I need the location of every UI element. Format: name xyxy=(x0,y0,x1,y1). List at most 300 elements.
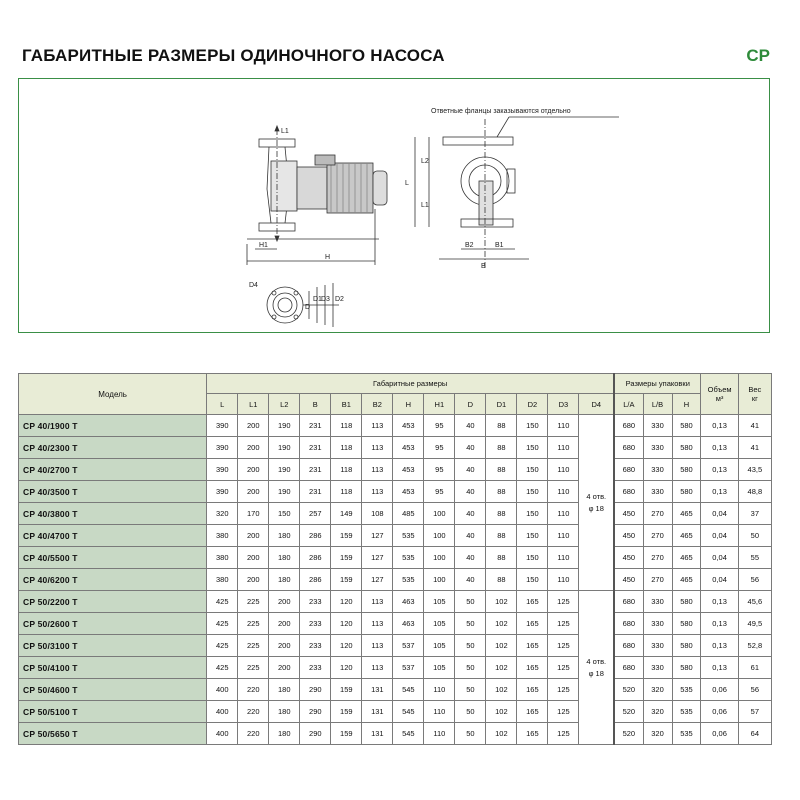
table-cell: 425 xyxy=(207,657,238,679)
column-header: L/A xyxy=(614,394,643,415)
pump-drawing-svg xyxy=(19,79,771,334)
drawing-note: Ответные фланцы заказываются отдельно xyxy=(431,108,571,115)
table-cell: 380 xyxy=(207,547,238,569)
table-cell: 545 xyxy=(393,679,424,701)
model-name-cell: CP 40/4700 T xyxy=(19,525,207,547)
table-cell: 50 xyxy=(455,701,486,723)
table-cell: 40 xyxy=(455,415,486,437)
table-cell: 286 xyxy=(300,547,331,569)
column-header: L/B xyxy=(643,394,672,415)
table-cell: 535 xyxy=(393,525,424,547)
volume-cell: 0,13 xyxy=(701,591,738,613)
table-cell: 125 xyxy=(548,679,579,701)
table-cell: 425 xyxy=(207,635,238,657)
model-name-cell: CP 40/3500 T xyxy=(19,481,207,503)
table-cell: 220 xyxy=(238,701,269,723)
table-cell: 200 xyxy=(238,437,269,459)
table-cell: 465 xyxy=(672,569,701,591)
table-cell: 102 xyxy=(486,723,517,745)
table-cell: 390 xyxy=(207,459,238,481)
table-cell: 680 xyxy=(614,657,643,679)
table-cell: 390 xyxy=(207,437,238,459)
model-name-cell: CP 50/5650 T xyxy=(19,723,207,745)
weight-cell: 55 xyxy=(738,547,771,569)
table-cell: 110 xyxy=(548,437,579,459)
table-row xyxy=(19,415,772,437)
table-cell: 225 xyxy=(238,591,269,613)
table-cell: 88 xyxy=(486,525,517,547)
table-row xyxy=(19,613,772,635)
table-cell: 88 xyxy=(486,481,517,503)
table-cell: 320 xyxy=(643,679,672,701)
table-cell: 520 xyxy=(614,679,643,701)
table-cell: 88 xyxy=(486,569,517,591)
table-cell: 150 xyxy=(517,437,548,459)
table-row xyxy=(19,481,772,503)
weight-cell: 37 xyxy=(738,503,771,525)
table-cell: 286 xyxy=(300,569,331,591)
table-cell: 150 xyxy=(517,525,548,547)
table-cell: 120 xyxy=(331,591,362,613)
table-cell: 88 xyxy=(486,459,517,481)
table-row xyxy=(19,437,772,459)
column-header: B1 xyxy=(331,394,362,415)
table-cell: 110 xyxy=(548,569,579,591)
volume-cell: 0,13 xyxy=(701,437,738,459)
table-cell: 200 xyxy=(238,525,269,547)
table-cell: 450 xyxy=(614,525,643,547)
model-name-cell: CP 50/3100 T xyxy=(19,635,207,657)
volume-cell: 0,13 xyxy=(701,459,738,481)
brand-code: CP xyxy=(746,46,770,65)
table-cell: 102 xyxy=(486,657,517,679)
table-cell: 159 xyxy=(331,701,362,723)
table-cell: 231 xyxy=(300,459,331,481)
table-cell: 545 xyxy=(393,723,424,745)
table-cell: 100 xyxy=(424,525,455,547)
table-cell: 113 xyxy=(362,613,393,635)
label-l1: L1 xyxy=(421,202,429,209)
model-name-cell: CP 40/2300 T xyxy=(19,437,207,459)
label-d: D xyxy=(305,304,311,311)
weight-cell: 41 xyxy=(738,437,771,459)
table-cell: 535 xyxy=(393,569,424,591)
volume-cell: 0,04 xyxy=(701,525,738,547)
table-row xyxy=(19,569,772,591)
table-cell: 110 xyxy=(548,503,579,525)
weight-cell: 61 xyxy=(738,657,771,679)
table-cell: 40 xyxy=(455,503,486,525)
column-header: H xyxy=(672,394,701,415)
table-cell: 200 xyxy=(238,569,269,591)
model-name-cell: CP 50/4600 T xyxy=(19,679,207,701)
model-name-cell: CP 40/3800 T xyxy=(19,503,207,525)
table-cell: 125 xyxy=(548,635,579,657)
table-cell: 100 xyxy=(424,503,455,525)
table-cell: 95 xyxy=(424,415,455,437)
table-cell: 400 xyxy=(207,723,238,745)
table-row xyxy=(19,591,772,613)
table-cell: 180 xyxy=(269,723,300,745)
model-name-cell: CP 40/2700 T xyxy=(19,459,207,481)
table-cell: 113 xyxy=(362,415,393,437)
table-cell: 190 xyxy=(269,415,300,437)
column-header: D1 xyxy=(486,394,517,415)
table-cell: 290 xyxy=(300,701,331,723)
table-cell: 165 xyxy=(517,635,548,657)
column-header: H1 xyxy=(424,394,455,415)
table-cell: 485 xyxy=(393,503,424,525)
table-cell: 165 xyxy=(517,679,548,701)
table-cell: 105 xyxy=(424,591,455,613)
table-cell: 465 xyxy=(672,525,701,547)
table-cell: 545 xyxy=(393,701,424,723)
table-cell: 465 xyxy=(672,547,701,569)
table-cell: 453 xyxy=(393,481,424,503)
column-header: D xyxy=(455,394,486,415)
column-header: L xyxy=(207,394,238,415)
label-b1: B1 xyxy=(495,242,504,249)
table-cell: 95 xyxy=(424,459,455,481)
table-cell: 40 xyxy=(455,569,486,591)
table-cell: 330 xyxy=(643,635,672,657)
table-row xyxy=(19,635,772,657)
table-cell: 450 xyxy=(614,547,643,569)
table-cell: 680 xyxy=(614,613,643,635)
label-l2: L2 xyxy=(421,158,429,165)
table-cell: 270 xyxy=(643,503,672,525)
table-cell: 225 xyxy=(238,635,269,657)
table-cell: 286 xyxy=(300,525,331,547)
table-cell: 463 xyxy=(393,591,424,613)
table-cell: 40 xyxy=(455,437,486,459)
volume-cell: 0,13 xyxy=(701,481,738,503)
table-cell: 680 xyxy=(614,635,643,657)
table-row xyxy=(19,679,772,701)
table-cell: 680 xyxy=(614,437,643,459)
table-cell: 102 xyxy=(486,679,517,701)
table-cell: 320 xyxy=(643,701,672,723)
weight-cell: 50 xyxy=(738,525,771,547)
table-row xyxy=(19,525,772,547)
column-group-packaging: Размеры упаковки xyxy=(614,374,701,394)
table-cell: 110 xyxy=(424,723,455,745)
table-row xyxy=(19,701,772,723)
table-cell: 165 xyxy=(517,591,548,613)
table-cell: 150 xyxy=(269,503,300,525)
table-cell: 180 xyxy=(269,569,300,591)
model-name-cell: CP 40/6200 T xyxy=(19,569,207,591)
table-cell: 165 xyxy=(517,613,548,635)
motor-body xyxy=(327,163,373,213)
table-cell: 290 xyxy=(300,723,331,745)
table-cell: 233 xyxy=(300,635,331,657)
table-body xyxy=(19,415,772,745)
table-cell: 150 xyxy=(517,415,548,437)
table-cell: 520 xyxy=(614,701,643,723)
table-cell: 465 xyxy=(672,503,701,525)
table-cell: 270 xyxy=(643,569,672,591)
volume-cell: 0,13 xyxy=(701,657,738,679)
table-cell: 100 xyxy=(424,547,455,569)
volume-cell: 0,04 xyxy=(701,547,738,569)
table-cell: 50 xyxy=(455,723,486,745)
weight-cell: 52,8 xyxy=(738,635,771,657)
weight-cell: 43,5 xyxy=(738,459,771,481)
table-cell: 108 xyxy=(362,503,393,525)
table-cell: 330 xyxy=(643,437,672,459)
table-cell: 113 xyxy=(362,459,393,481)
table-cell: 110 xyxy=(548,481,579,503)
weight-cell: 56 xyxy=(738,679,771,701)
table-cell: 118 xyxy=(331,459,362,481)
table-cell: 231 xyxy=(300,437,331,459)
table-cell: 165 xyxy=(517,723,548,745)
table-cell: 320 xyxy=(643,723,672,745)
table-row xyxy=(19,459,772,481)
table-cell: 40 xyxy=(455,547,486,569)
d4-merged-cell: 4 отв. φ 18 xyxy=(579,415,614,591)
table-cell: 200 xyxy=(238,547,269,569)
volume-cell: 0,04 xyxy=(701,569,738,591)
column-header: L2 xyxy=(269,394,300,415)
table-cell: 580 xyxy=(672,459,701,481)
table-cell: 390 xyxy=(207,415,238,437)
table-cell: 231 xyxy=(300,481,331,503)
table-cell: 320 xyxy=(207,503,238,525)
table-cell: 190 xyxy=(269,481,300,503)
table-cell: 400 xyxy=(207,679,238,701)
table-cell: 425 xyxy=(207,613,238,635)
table-cell: 150 xyxy=(517,547,548,569)
weight-cell: 64 xyxy=(738,723,771,745)
table-cell: 380 xyxy=(207,569,238,591)
table-cell: 380 xyxy=(207,525,238,547)
table-cell: 580 xyxy=(672,657,701,679)
table-cell: 120 xyxy=(331,657,362,679)
table-cell: 40 xyxy=(455,459,486,481)
table-cell: 149 xyxy=(331,503,362,525)
table-cell: 165 xyxy=(517,701,548,723)
table-cell: 225 xyxy=(238,657,269,679)
table-cell: 159 xyxy=(331,525,362,547)
table-cell: 233 xyxy=(300,613,331,635)
label-d1: D1 xyxy=(313,296,322,303)
table-cell: 233 xyxy=(300,657,331,679)
table-cell: 125 xyxy=(548,657,579,679)
table-cell: 535 xyxy=(672,723,701,745)
column-group-dimensions: Габаритные размеры xyxy=(207,374,614,394)
table-cell: 50 xyxy=(455,657,486,679)
table-cell: 118 xyxy=(331,437,362,459)
label-h1: H1 xyxy=(259,242,268,249)
table-cell: 150 xyxy=(517,481,548,503)
table-row xyxy=(19,503,772,525)
table-cell: 110 xyxy=(548,525,579,547)
table-cell: 453 xyxy=(393,437,424,459)
table-cell: 330 xyxy=(643,459,672,481)
d4-merged-cell: 4 отв. φ 18 xyxy=(579,591,614,745)
table-cell: 118 xyxy=(331,481,362,503)
table-cell: 40 xyxy=(455,525,486,547)
table-cell: 220 xyxy=(238,723,269,745)
table-cell: 450 xyxy=(614,503,643,525)
table-cell: 537 xyxy=(393,635,424,657)
table-cell: 113 xyxy=(362,635,393,657)
table-cell: 390 xyxy=(207,481,238,503)
table-cell: 190 xyxy=(269,437,300,459)
table-cell: 159 xyxy=(331,569,362,591)
dimensions-table xyxy=(18,373,772,745)
table-cell: 159 xyxy=(331,723,362,745)
table-cell: 102 xyxy=(486,591,517,613)
table-cell: 170 xyxy=(238,503,269,525)
table-cell: 400 xyxy=(207,701,238,723)
table-cell: 231 xyxy=(300,415,331,437)
table-cell: 535 xyxy=(393,547,424,569)
table-cell: 150 xyxy=(517,569,548,591)
table-cell: 425 xyxy=(207,591,238,613)
table-cell: 200 xyxy=(269,591,300,613)
column-header: B2 xyxy=(362,394,393,415)
table-cell: 113 xyxy=(362,657,393,679)
page-title: ГАБАРИТНЫЕ РАЗМЕРЫ ОДИНОЧНОГО НАСОСА xyxy=(22,46,445,65)
table-cell: 257 xyxy=(300,503,331,525)
table-cell: 118 xyxy=(331,415,362,437)
column-header: B xyxy=(300,394,331,415)
table-cell: 40 xyxy=(455,481,486,503)
volume-cell: 0,06 xyxy=(701,701,738,723)
table-cell: 225 xyxy=(238,613,269,635)
table-row xyxy=(19,547,772,569)
table-cell: 88 xyxy=(486,547,517,569)
table-cell: 180 xyxy=(269,525,300,547)
table-cell: 110 xyxy=(424,679,455,701)
table-cell: 165 xyxy=(517,657,548,679)
model-name-cell: CP 40/1900 T xyxy=(19,415,207,437)
table-cell: 233 xyxy=(300,591,331,613)
table-cell: 159 xyxy=(331,547,362,569)
volume-cell: 0,13 xyxy=(701,635,738,657)
label-l: L xyxy=(405,180,409,187)
table-cell: 105 xyxy=(424,657,455,679)
model-name-cell: CP 50/4100 T xyxy=(19,657,207,679)
table-cell: 330 xyxy=(643,415,672,437)
volume-cell: 0,06 xyxy=(701,679,738,701)
column-header: D3 xyxy=(548,394,579,415)
table-cell: 110 xyxy=(548,415,579,437)
table-cell: 200 xyxy=(238,415,269,437)
table-cell: 680 xyxy=(614,591,643,613)
model-name-cell: CP 50/5100 T xyxy=(19,701,207,723)
table-cell: 200 xyxy=(238,481,269,503)
table-cell: 88 xyxy=(486,415,517,437)
model-name-cell: CP 50/2600 T xyxy=(19,613,207,635)
table-cell: 330 xyxy=(643,657,672,679)
table-cell: 220 xyxy=(238,679,269,701)
weight-cell: 41 xyxy=(738,415,771,437)
column-header-model: Модель xyxy=(19,374,207,415)
table-cell: 159 xyxy=(331,679,362,701)
table-cell: 200 xyxy=(269,657,300,679)
table-cell: 125 xyxy=(548,723,579,745)
table-cell: 150 xyxy=(517,503,548,525)
table-cell: 100 xyxy=(424,569,455,591)
table-cell: 127 xyxy=(362,525,393,547)
table-cell: 680 xyxy=(614,415,643,437)
table-cell: 102 xyxy=(486,635,517,657)
table-cell: 453 xyxy=(393,459,424,481)
table-cell: 453 xyxy=(393,415,424,437)
table-cell: 180 xyxy=(269,701,300,723)
table-cell: 580 xyxy=(672,415,701,437)
table-cell: 125 xyxy=(548,701,579,723)
table-cell: 330 xyxy=(643,481,672,503)
table-cell: 131 xyxy=(362,701,393,723)
table-cell: 200 xyxy=(269,613,300,635)
table-cell: 330 xyxy=(643,591,672,613)
table-row xyxy=(19,657,772,679)
table-cell: 190 xyxy=(269,459,300,481)
label-b: B xyxy=(481,263,486,270)
table-cell: 580 xyxy=(672,635,701,657)
volume-cell: 0,06 xyxy=(701,723,738,745)
table-cell: 102 xyxy=(486,701,517,723)
table-cell: 110 xyxy=(424,701,455,723)
table-cell: 127 xyxy=(362,569,393,591)
table-cell: 131 xyxy=(362,723,393,745)
column-header-volume: Объем м³ xyxy=(701,374,738,415)
table-cell: 50 xyxy=(455,591,486,613)
table-cell: 88 xyxy=(486,503,517,525)
table-cell: 270 xyxy=(643,525,672,547)
table-cell: 270 xyxy=(643,547,672,569)
table-cell: 88 xyxy=(486,437,517,459)
column-header-weight: Вес кг xyxy=(738,374,771,415)
table-cell: 463 xyxy=(393,613,424,635)
column-header: D4 xyxy=(579,394,614,415)
table-cell: 200 xyxy=(269,635,300,657)
table-cell: 110 xyxy=(548,547,579,569)
model-name-cell: CP 50/2200 T xyxy=(19,591,207,613)
weight-cell: 56 xyxy=(738,569,771,591)
table-cell: 110 xyxy=(548,459,579,481)
table-cell: 131 xyxy=(362,679,393,701)
table-cell: 127 xyxy=(362,547,393,569)
table-cell: 180 xyxy=(269,547,300,569)
volume-cell: 0,13 xyxy=(701,613,738,635)
weight-cell: 45,6 xyxy=(738,591,771,613)
table-cell: 50 xyxy=(455,613,486,635)
table-cell: 95 xyxy=(424,437,455,459)
label-l1-side: L1 xyxy=(281,128,289,135)
table-cell: 120 xyxy=(331,613,362,635)
table-cell: 330 xyxy=(643,613,672,635)
weight-cell: 57 xyxy=(738,701,771,723)
table-cell: 150 xyxy=(517,459,548,481)
table-cell: 113 xyxy=(362,591,393,613)
label-d2: D2 xyxy=(335,296,344,303)
column-header: D2 xyxy=(517,394,548,415)
column-header: H xyxy=(393,394,424,415)
model-name-cell: CP 40/5500 T xyxy=(19,547,207,569)
table-cell: 200 xyxy=(238,459,269,481)
table-cell: 105 xyxy=(424,613,455,635)
table-cell: 580 xyxy=(672,591,701,613)
table-cell: 50 xyxy=(455,635,486,657)
table-cell: 95 xyxy=(424,481,455,503)
table-cell: 450 xyxy=(614,569,643,591)
